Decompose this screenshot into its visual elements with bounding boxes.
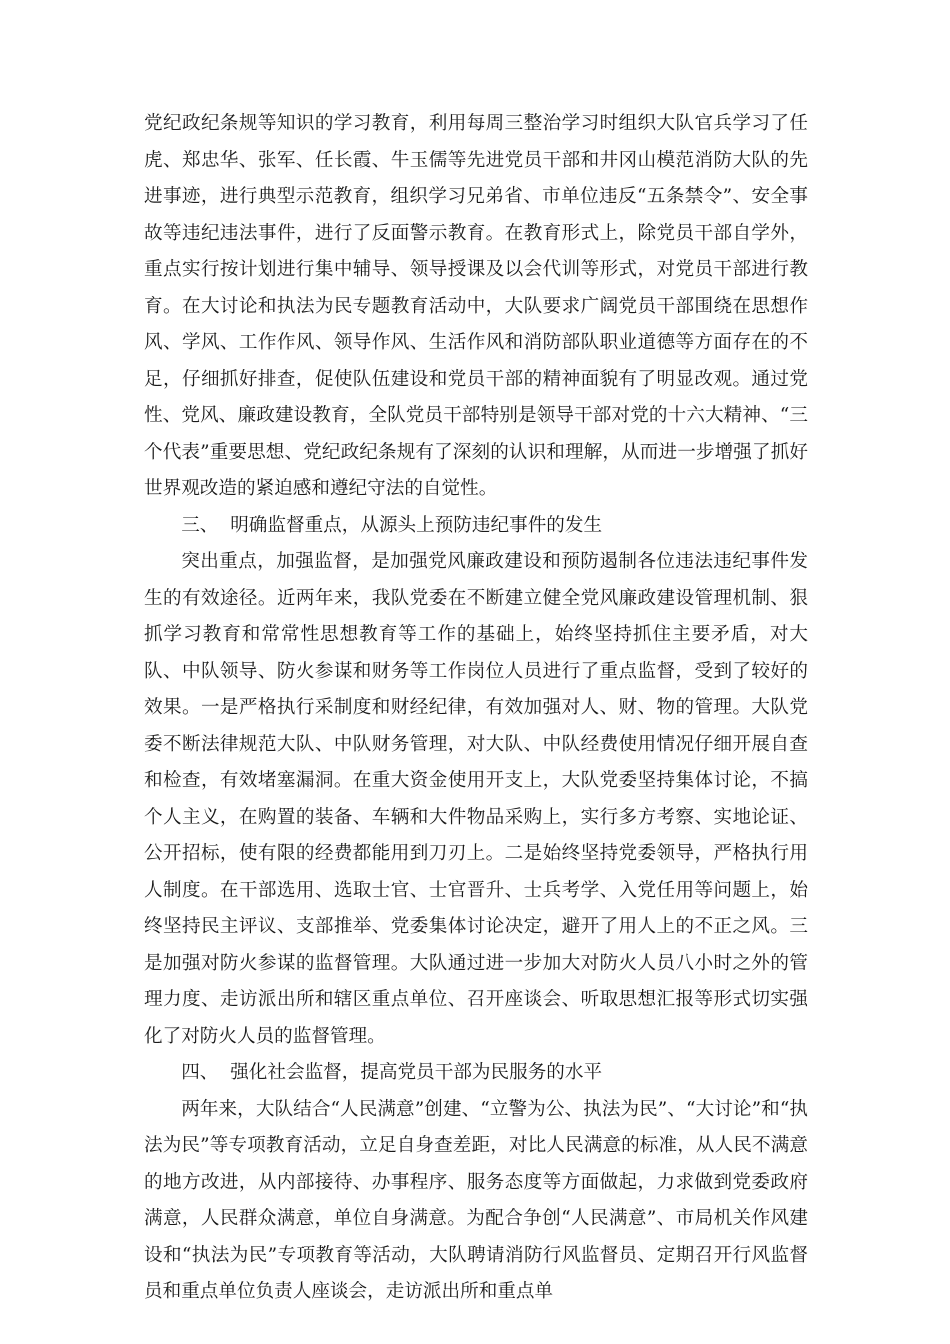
body-paragraph-3: 两年来，大队结合“人民满意”创建、“立警为公、执法为民”、“大讨论”和“执法为民”等专项教育活动，立足自身查差距，对比人民满意的标准，从人民不满意的地方改进，从内部接待、办事程序、服务态度等方面做起，力求做到党委政府满意，人民群众满意，单位自身满意。为配合争创“人民满意”、市局机关作风建设和“执法为民”专项教育等活动，大队聘请消防行风监督员、定期召开行风监督员和重点单位负责人座谈会，走访派出所和重点单 [144, 1098, 808, 1302]
section-heading-3: 三、 明确监督重点，从源头上预防违纪事件的发生 [181, 514, 603, 536]
body-paragraph-2: 突出重点，加强监督，是加强党风廉政建设和预防遏制各位违法违纪事件发生的有效途径。近两年来，我队党委在不断建立健全党风廉政建设管理机制、狠抓学习教育和常常性思想教育等工作的基础上，始终坚持抓住主要矛盾，对大队、中队领导、防火参谋和财务等工作岗位人员进行了重点监督，受到了较好的效果。一是严格执行采制度和财经纪律，有效加强对人、财、物的管理。大队党委不断法律规范大队、中队财务管理，对大队、中队经费使用情况仔细开展自查和检查，有效堵塞漏洞。在重大资金使用开支上，大队党委坚持集体讨论，不搞个人主义，在购置的装备、车辆和大件物品采购上，实行多方考察、实地论证、公开招标，使有限的经费都能用到刀刃上。二是始终坚持党委领导，严格执行用人制度。在干部选用、选取士官、士官晋升、士兵考学、入党任用等问题上，始终坚持民主评议、支部推举、党委集体讨论决定，避开了用人上的不正之风。三是加强对防火参谋的监督管理。大队通过进一步加大对防火人员八小时之外的管理力度、走访派出所和辖区重点单位、召开座谈会、听取思想汇报等形式切实强化了对防火人员的监督管理。 [144, 551, 808, 1047]
document-body [144, 106, 808, 1311]
section-heading-4: 四、 强化社会监督，提高党员干部为民服务的水平 [181, 1062, 603, 1083]
body-paragraph-1: 党纪政纪条规等知识的学习教育，利用每周三整治学习时组织大队官兵学习了任虎、郑忠华、张军、任长霞、牛玉儒等先进党员干部和井冈山模范消防大队的先进事迹，进行典型示范教育，组织学习兄弟省、市单位违反“五条禁令”、安全事故等违纪违法事件，进行了反面警示教育。在教育形式上，除党员干部自学外，重点实行按计划进行集中辅导、领导授课及以会代训等形式，对党员干部进行教育。在大讨论和执法为民专题教育活动中，大队要求广阔党员干部围绕在思想作风、学风、工作作风、领导作风、生活作风和消防部队职业道德等方面存在的不足，仔细抓好排查，促使队伍建设和党员干部的精神面貌有了明显改观。通过党性、党风、廉政建设教育，全队党员干部特别是领导干部对党的十六大精神、“三个代表”重要思想、党纪政纪条规有了深刻的认识和理解，从而进一步增强了抓好世界观改造的紧迫感和遵纪守法的自觉性。 [144, 113, 808, 499]
